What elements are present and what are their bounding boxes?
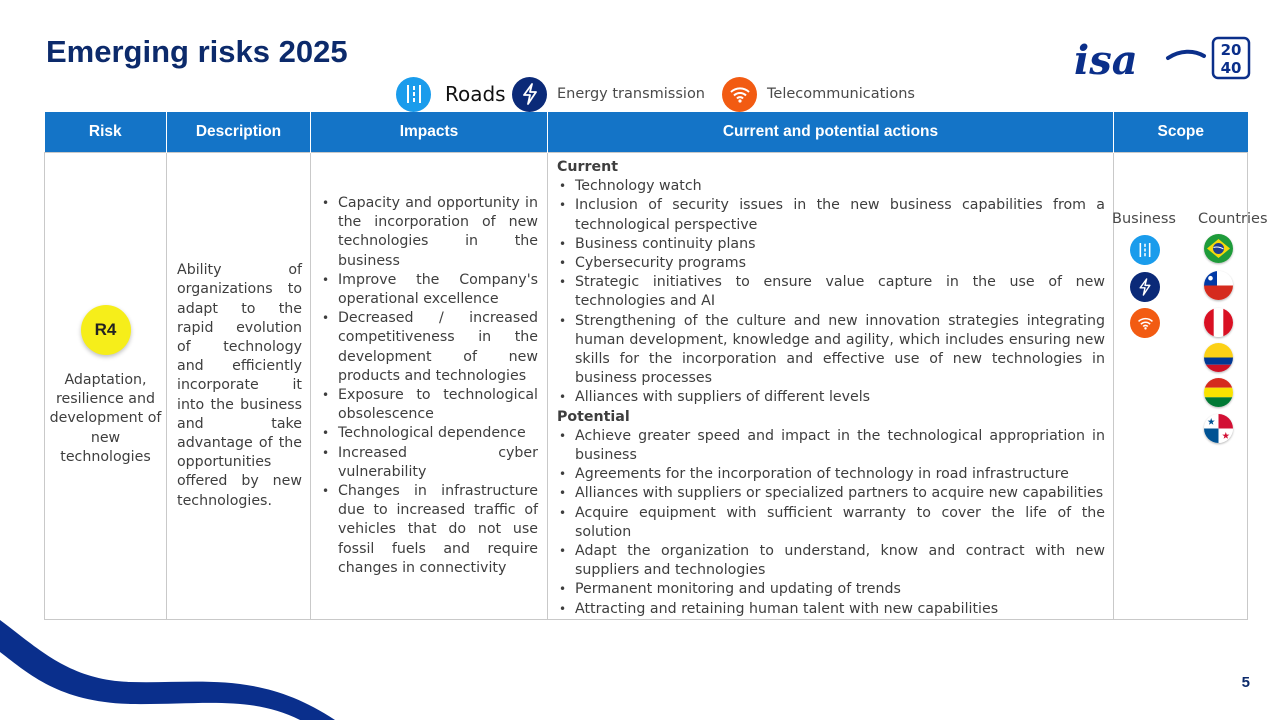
colombia-flag [1204, 343, 1233, 372]
table-row [45, 153, 1248, 620]
legend-telco [722, 76, 915, 112]
brazil-flag [1204, 234, 1233, 263]
list-item: • Attracting and retaining human talent with new capabilities [557, 600, 1105, 619]
list-item: • Technology watch [557, 177, 1105, 196]
scope-business-label: Business [1112, 211, 1176, 227]
impacts-list [320, 194, 538, 578]
list-item: • Changes in infrastructure due to increased traffic of vehicles that do not use fossil fuels and require changes in connectivity [320, 482, 538, 578]
actions-cell [548, 153, 1114, 620]
panama-flag [1204, 414, 1233, 443]
table-header-row [45, 112, 1248, 153]
header-impacts: Impacts [311, 112, 548, 153]
wifi-icon [1130, 308, 1160, 338]
current-actions-heading: Current [557, 159, 619, 175]
list-item: • Achieve greater speed and impact in the technological appropriation in business [557, 427, 1105, 465]
decorative-wave [0, 600, 340, 720]
risk-name: Adaptation, resilience and development of new technologies [49, 371, 162, 465]
scope-countries-label: Countries [1198, 211, 1268, 227]
list-item: • Cybersecurity programs [557, 254, 1105, 273]
description-cell [167, 153, 311, 620]
lightning-icon [512, 77, 547, 112]
peru-flag [1204, 308, 1233, 337]
list-item: • Improve the Company's operational excellence [320, 271, 538, 309]
list-item: • Strategic initiatives to ensure value capture in the use of new technologies and AI [557, 273, 1105, 311]
list-item: • Acquire equipment with sufficient warranty to cover the life of the solution [557, 504, 1105, 542]
risk-badge: R4 [81, 305, 131, 355]
legend-energy [512, 76, 705, 112]
wifi-icon [722, 77, 757, 112]
risk-cell [45, 153, 167, 620]
list-item: • Exposure to technological obsolescence [320, 386, 538, 424]
legend-telco-label: Telecommunications [767, 86, 915, 102]
logo-wordmark: isa [1074, 37, 1138, 82]
potential-actions-list [557, 427, 1105, 619]
list-item: • Inclusion of security issues in the new business capabilities from a technological perspective [557, 196, 1105, 234]
current-actions-list [557, 177, 1105, 407]
legend-energy-label: Energy transmission [557, 86, 706, 102]
list-item: • Permanent monitoring and updating of trends [557, 580, 1105, 599]
list-item: • Technological dependence [320, 424, 538, 443]
chile-flag [1204, 271, 1233, 300]
list-item: • Alliances with suppliers or specialized partners to acquire new capabilities [557, 484, 1105, 503]
list-item: • Increased cyber vulnerability [320, 444, 538, 482]
header-risk: Risk [45, 112, 167, 153]
road-icon [1130, 235, 1160, 265]
potential-actions-heading: Potential [557, 408, 630, 425]
list-item: • Business continuity plans [557, 235, 1105, 254]
list-item: • Alliances with suppliers of different levels [557, 388, 1105, 407]
header-description: Description [167, 112, 311, 153]
page-number: 5 [1241, 674, 1250, 691]
page-title: Emerging risks 2025 [46, 34, 348, 69]
list-item: • Adapt the organization to understand, know and contract with new suppliers and technologies [557, 542, 1105, 580]
list-item: • Capacity and opportunity in the incorporation of new technologies in the business [320, 194, 538, 271]
isa-2040-logo [1072, 36, 1252, 82]
bolivia-flag [1204, 378, 1233, 407]
legend-roads [396, 76, 506, 112]
svg-text:20: 20 [1220, 41, 1242, 59]
road-icon [396, 77, 431, 112]
header-scope: Scope [1114, 112, 1248, 153]
svg-text:40: 40 [1220, 59, 1242, 77]
impacts-cell [311, 153, 548, 620]
risk-table [44, 112, 1268, 620]
list-item: • Agreements for the incorporation of technology in road infrastructure [557, 465, 1105, 484]
legend-roads-label: Roads [445, 82, 506, 106]
scope-cell [1112, 153, 1268, 620]
lightning-icon [1130, 272, 1160, 302]
header-actions: Current and potential actions [548, 112, 1114, 153]
list-item: • Strengthening of the culture and new innovation strategies integrating human development, knowledge and agility, which includes ensuring new skills for the incorporation and effective use of new technologies in business processes [557, 312, 1105, 389]
risk-description: Ability of organizations to adapt to the rapid evolution of technology and efficiently incorporate it into the business and take advantage of the opportunities offered by new technologies. [177, 262, 302, 509]
list-item: • Decreased / increased competitiveness in the development of new products and technologies [320, 309, 538, 386]
business-legend [396, 76, 956, 112]
